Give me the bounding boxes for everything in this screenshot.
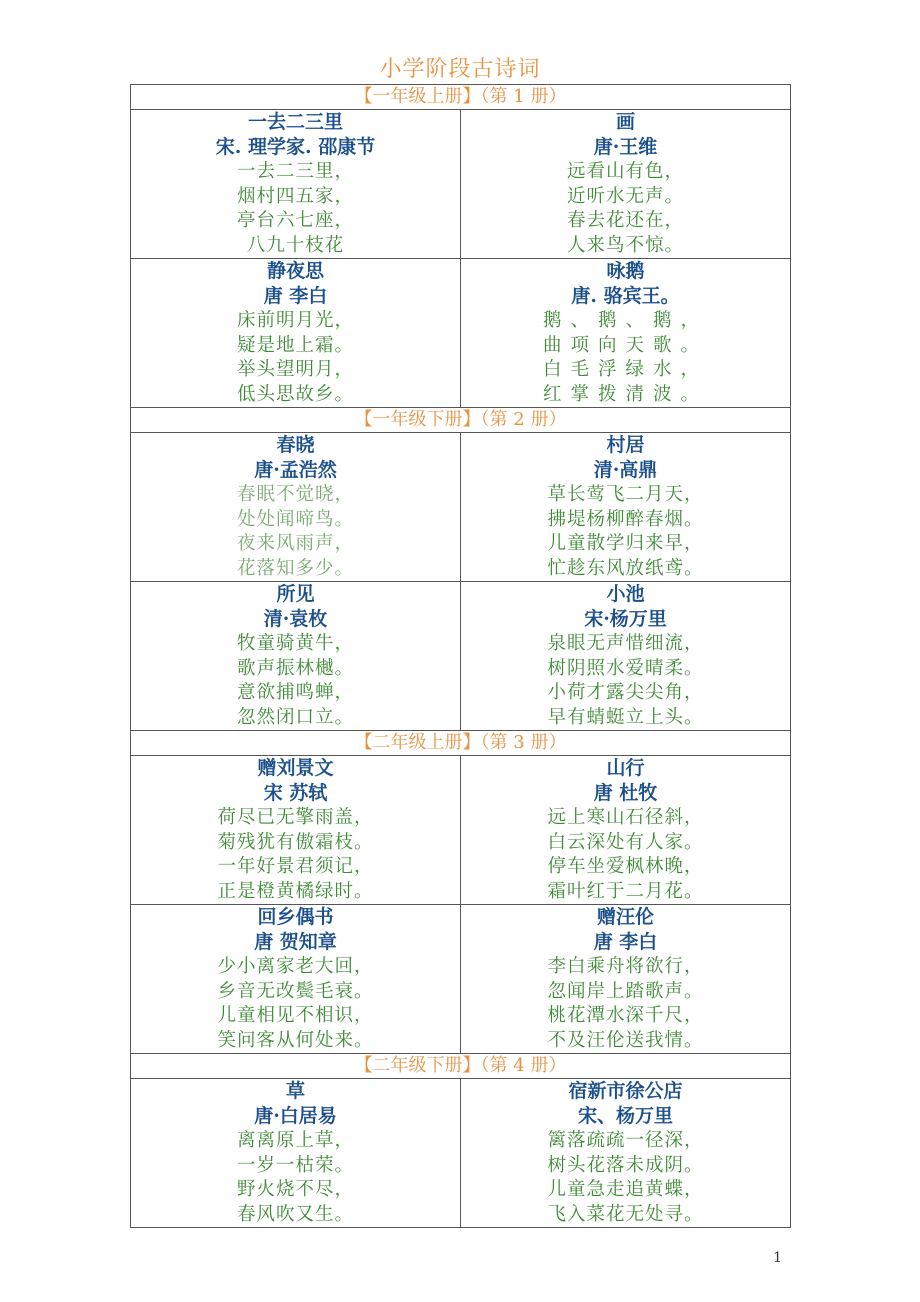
poem-line: 牧童骑黄牛，: [236, 633, 354, 654]
poem-author: 唐 李白: [593, 931, 658, 953]
poem-cell: [131, 905, 461, 1054]
poem-author: 唐. 骆宾王。: [571, 285, 680, 307]
poem-line: 近听水无声。: [566, 185, 684, 207]
poem-line: 白云深处有人家。: [547, 831, 704, 853]
poem-line: 飞入菜花无处寻。: [547, 1203, 704, 1225]
poem-line: 一去二三里，: [236, 161, 354, 182]
poem-line: 早有蜻蜓立上头。: [547, 706, 704, 728]
poem-cell: [461, 582, 791, 731]
poem-line: 少小离家老大回，: [217, 956, 374, 977]
poem-line: 霜叶红于二月花。: [547, 880, 704, 902]
poem-line: 笑问客从何处来。: [217, 1029, 374, 1051]
poem-line: 红掌拨清波。: [542, 383, 708, 405]
poem-cell: [461, 1079, 791, 1228]
poem-line: 一年好景君须记，: [217, 856, 374, 877]
poem-line: 床前明月光，: [236, 310, 354, 331]
poem-line: 处处闻啼鸟。: [236, 508, 354, 530]
poem-line: 荷尽已无擎雨盖，: [217, 807, 374, 828]
poem-line: 低头思故乡。: [236, 383, 354, 405]
poem-cell: [461, 433, 791, 582]
poem-author: 宋 苏轼: [263, 782, 328, 804]
poem-title: 小池: [606, 583, 645, 605]
poem-line: 儿童相见不相识，: [217, 1005, 374, 1026]
poem-line: 李白乘舟将欲行，: [547, 956, 704, 977]
grade-header: 【一年级下册】（第 2 册）: [131, 408, 791, 433]
poem-table: [130, 84, 791, 1228]
poem-line: 泉眼无声惜细流，: [547, 633, 704, 654]
poem-line: 远看山有色，: [566, 161, 684, 182]
poem-line: 不及汪伦送我情。: [547, 1029, 704, 1051]
poem-line: 离离原上草，: [236, 1130, 354, 1151]
poem-title: 咏鹅: [606, 260, 645, 282]
poem-title: 回乡偶书: [257, 906, 334, 928]
poem-cell: [131, 433, 461, 582]
page-number: 1: [773, 1250, 782, 1266]
poem-cell: [461, 905, 791, 1054]
poem-line: 桃花潭水深千尺，: [547, 1005, 704, 1026]
poem-line: 春风吹又生。: [236, 1203, 354, 1225]
poem-line: 树头花落未成阴。: [547, 1154, 704, 1176]
poem-line: 拂堤杨柳醉春烟。: [547, 508, 704, 530]
poem-line: 歌声振林樾。: [236, 657, 354, 679]
poem-author: 唐 杜牧: [593, 782, 658, 804]
poem-line: 亭台六七座，: [236, 210, 354, 231]
poem-line: 花落知多少。: [236, 557, 354, 579]
poem-title: 草: [285, 1080, 305, 1102]
poem-cell: [131, 110, 461, 259]
poem-line: 停车坐爱枫林晚，: [547, 856, 704, 877]
poem-line: 春去花还在，: [566, 210, 684, 231]
poem-line: 菊残犹有傲霜枝。: [217, 831, 374, 853]
poem-line: 八九十枝花: [246, 234, 345, 256]
poem-title: 所见: [276, 583, 315, 605]
poem-line: 人来鸟不惊。: [566, 234, 684, 256]
poem-author: 唐 贺知章: [254, 931, 337, 953]
poem-line: 疑是地上霜。: [236, 334, 354, 356]
poem-line: 白毛浮绿水，: [542, 359, 708, 380]
page-title: 小学阶段古诗词: [379, 57, 541, 82]
poem-author: 宋·杨万里: [584, 608, 667, 630]
poem-line: 夜来风雨声，: [236, 533, 354, 554]
poem-line: 烟村四五家，: [236, 185, 354, 207]
poem-line: 忙趁东风放纸鸢。: [547, 557, 704, 579]
poem-title: 赠刘景文: [257, 757, 334, 779]
poem-line: 树阴照水爱晴柔。: [547, 657, 704, 679]
poem-line: 忽然闭口立。: [236, 706, 354, 728]
poem-author: 唐·孟浩然: [254, 459, 337, 481]
poem-author: 宋. 理学家. 邵康节: [215, 136, 376, 158]
poem-line: 小荷才露尖尖角，: [547, 682, 704, 703]
poem-line: 篱落疏疏一径深，: [547, 1130, 704, 1151]
poem-title: 赠汪伦: [596, 906, 654, 928]
poem-line: 一岁一枯荣。: [236, 1154, 354, 1176]
poem-title: 画: [615, 111, 635, 133]
poem-cell: [461, 259, 791, 408]
poem-line: 儿童散学归来早，: [547, 533, 704, 554]
poem-author: 唐 李白: [263, 285, 328, 307]
poem-cell: [131, 756, 461, 905]
grade-header: 【二年级上册】（第 3 册）: [131, 731, 791, 756]
poem-author: 唐·白居易: [254, 1105, 337, 1127]
poem-line: 鹅、鹅、鹅，: [542, 310, 708, 331]
poem-cell: [131, 259, 461, 408]
poem-cell: [461, 110, 791, 259]
poem-line: 儿童急走追黄蝶，: [547, 1179, 704, 1200]
grade-header: 【一年级上册】（第 1 册）: [131, 85, 791, 110]
poem-line: 曲项向天歌。: [542, 334, 708, 356]
poem-line: 意欲捕鸣蝉，: [236, 682, 354, 703]
poem-author: 清·高鼎: [593, 459, 658, 481]
poem-line: 远上寒山石径斜，: [547, 807, 704, 828]
poem-author: 宋、杨万里: [577, 1105, 673, 1127]
poem-title: 村居: [606, 434, 645, 456]
poem-title: 宿新市徐公店: [568, 1080, 683, 1102]
poem-cell: [461, 756, 791, 905]
poem-title: 静夜思: [266, 260, 324, 282]
poem-line: 忽闻岸上踏歌声。: [547, 980, 704, 1002]
poem-author: 唐·王维: [593, 136, 658, 158]
poem-line: 野火烧不尽，: [236, 1179, 354, 1200]
poem-line: 草长莺飞二月天，: [547, 484, 704, 505]
poem-cell: [131, 1079, 461, 1228]
poem-line: 春眠不觉晓，: [236, 484, 354, 505]
poem-line: 举头望明月，: [236, 359, 354, 380]
poem-title: 一去二三里: [247, 111, 343, 133]
poem-cell: [131, 582, 461, 731]
grade-header: 【二年级下册】（第 4 册）: [131, 1054, 791, 1079]
poem-title: 春晓: [276, 434, 315, 456]
poem-author: 清·袁枚: [263, 608, 328, 630]
poem-line: 正是橙黄橘绿时。: [217, 880, 374, 902]
poem-title: 山行: [606, 757, 645, 779]
poem-line: 乡音无改鬓毛衰。: [217, 980, 374, 1002]
